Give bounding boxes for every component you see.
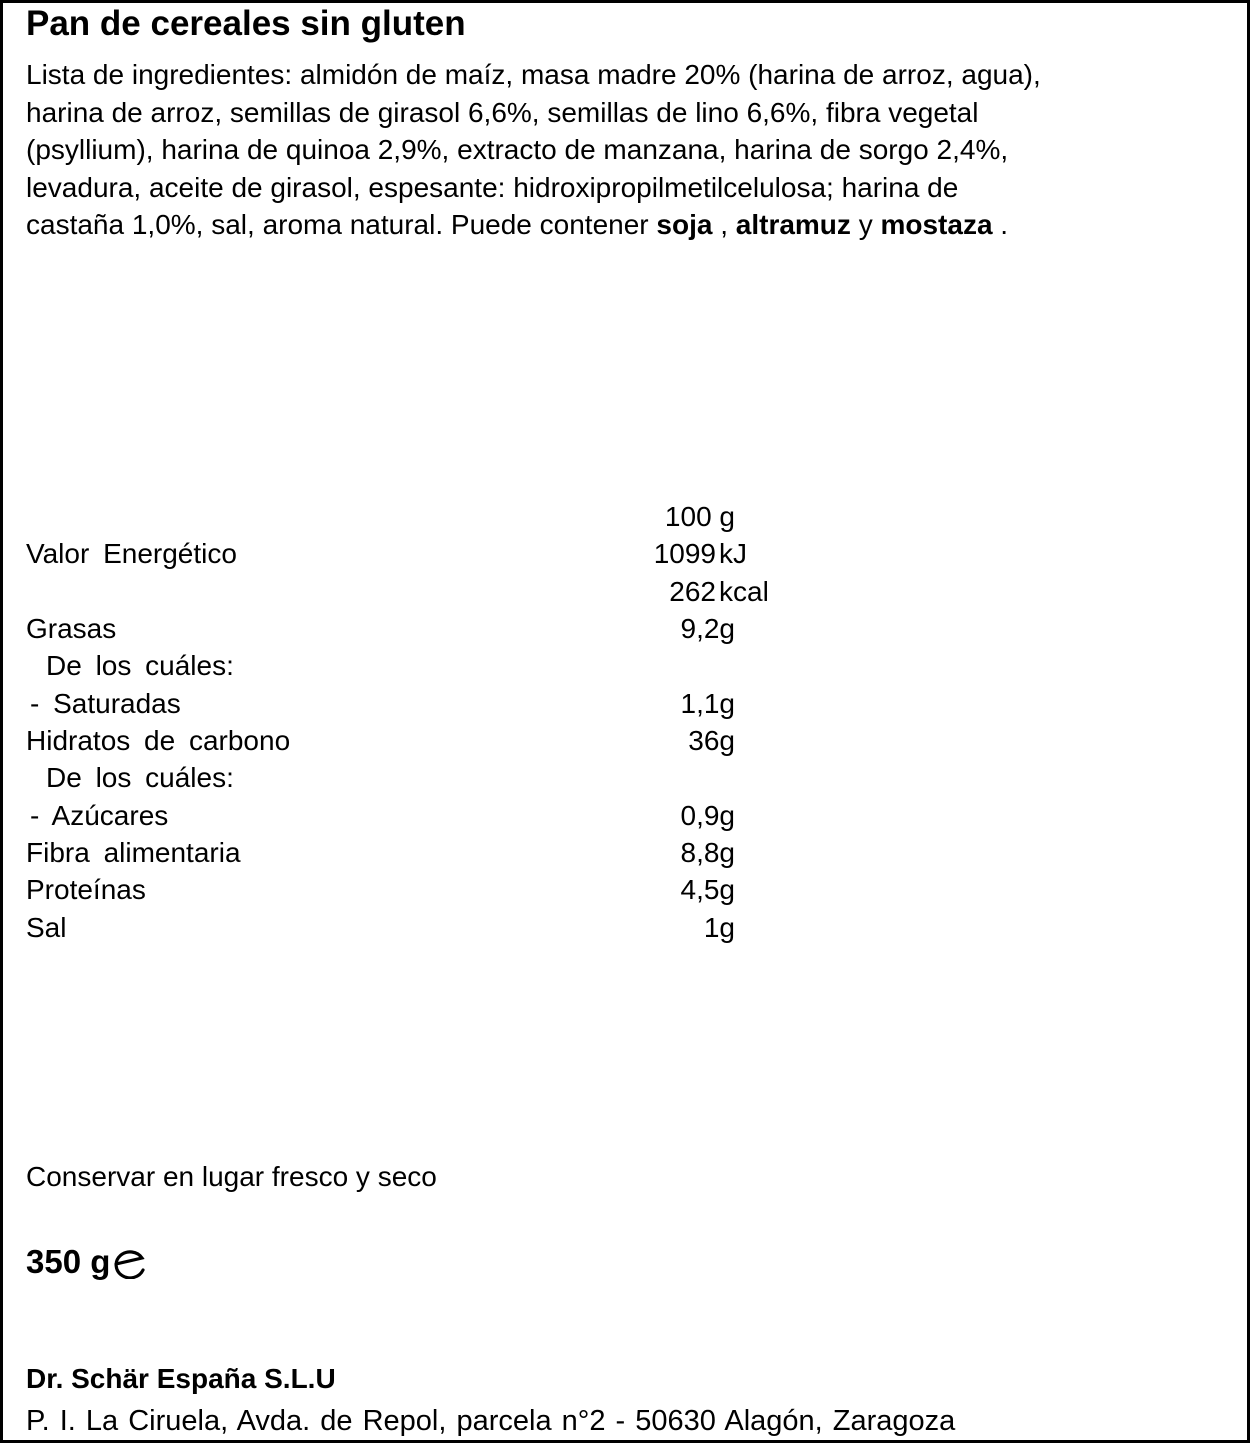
nutrition-label: Proteínas: [26, 874, 146, 905]
ingredients-line: levadura, aceite de girasol, espesante: hidroxipropilmetilcelulosa; harina de: [26, 171, 959, 203]
nutrition-header-row: [0, 498, 1250, 536]
nutrition-row: [0, 722, 1250, 760]
nutrition-label: De los cuáles:: [46, 650, 234, 681]
company-name: Dr. Schär España S.L.U: [26, 1363, 336, 1394]
nutrition-row: [0, 759, 1250, 797]
ingredients-list: [26, 56, 1226, 244]
product-title: Pan de cereales sin gluten: [26, 4, 466, 43]
nutrition-label: Fibra alimentaria: [26, 837, 241, 868]
nutrition-row: [0, 797, 1250, 835]
ingredients-text: castaña 1,0%, sal, aroma natural. Puede contener: [26, 209, 657, 241]
nutrition-label: - Saturadas: [30, 688, 181, 719]
nutrition-label: Sal: [26, 912, 67, 943]
nutrition-label: De los cuáles:: [46, 762, 234, 793]
nutrition-row: [0, 909, 1250, 947]
allergen-altramuz: altramuz: [735, 209, 851, 241]
separator: .: [992, 209, 1009, 241]
allergen-soja: soja: [656, 209, 713, 241]
nutrition-header-per-100g: 100 g: [664, 501, 735, 532]
nutrition-row-energy-kcal: [0, 573, 1250, 611]
separator: ,: [712, 209, 736, 241]
allergen-mostaza: mostaza: [880, 209, 993, 241]
ingredients-line: (psyllium), harina de quinoa 2,9%, extracto de manzana, harina de sorgo 2,4%,: [26, 134, 1009, 166]
ingredients-line: harina de arroz, semillas de girasol 6,6%, semillas de lino 6,6%, fibra vegetal: [26, 96, 979, 128]
estimated-sign-icon: [112, 1246, 146, 1290]
energy-kcal-unit: kcal: [719, 576, 769, 607]
nutrition-value: 36g: [688, 725, 735, 756]
separator: y: [850, 209, 881, 241]
net-weight: [26, 1240, 146, 1290]
nutrition-value: 9,2g: [680, 613, 735, 644]
nutrition-label: - Azúcares: [30, 800, 169, 831]
nutrition-label: Grasas: [26, 613, 117, 644]
nutrition-value: 4,5g: [680, 874, 735, 905]
nutrition-value: 1,1g: [680, 688, 735, 719]
nutrition-row-energy-kj: [0, 535, 1250, 573]
nutrition-row: [0, 871, 1250, 909]
energy-kj-unit: kJ: [719, 538, 747, 569]
energy-kj-value: 1099: [653, 538, 716, 569]
nutrition-label: Hidratos de carbono: [26, 725, 291, 756]
nutrition-row: [0, 834, 1250, 872]
energy-kcal-value: 262: [669, 576, 716, 607]
ingredients-line: Lista de ingredientes: almidón de maíz, masa madre 20% (harina de arroz, agua),: [26, 59, 1041, 90]
ingredients-line: [26, 206, 1226, 244]
storage-instructions: Conservar en lugar fresco y seco: [26, 1161, 437, 1192]
nutrition-value: 8,8g: [680, 837, 735, 868]
nutrition-row: [0, 685, 1250, 723]
company-address: P. I. La Ciruela, Avda. de Repol, parcela n°2 - 50630 Alagón, Zaragoza: [26, 1405, 956, 1437]
nutrition-value: 0,9g: [680, 800, 735, 831]
nutrition-row: [0, 647, 1250, 685]
nutrition-label: Valor Energético: [26, 538, 237, 569]
net-weight-value: 350 g: [26, 1243, 111, 1280]
nutrition-row: [0, 610, 1250, 648]
nutrition-value: 1g: [703, 912, 735, 943]
